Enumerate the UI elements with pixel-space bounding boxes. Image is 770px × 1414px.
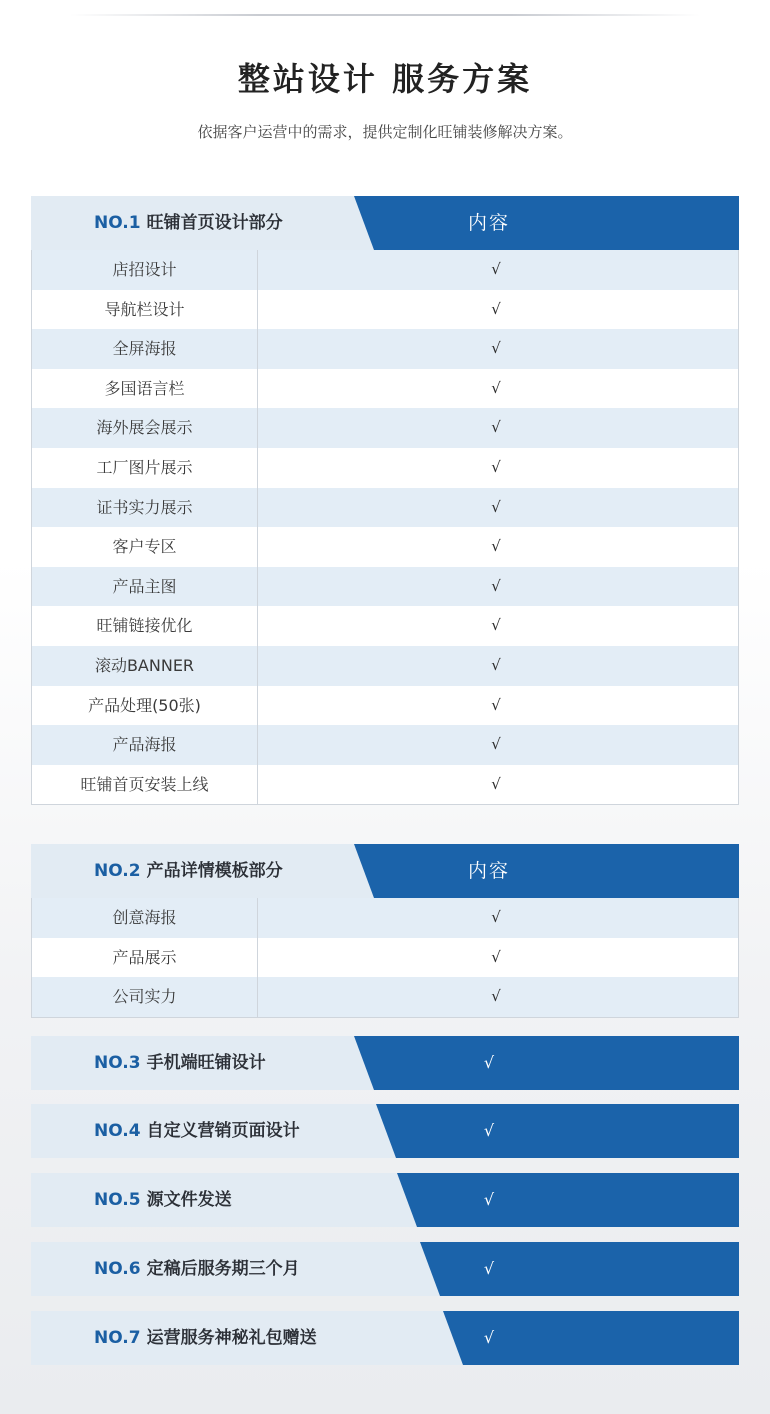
row-item-label: 产品处理(50张) <box>32 686 258 726</box>
row-item-label: 工厂图片展示 <box>32 448 258 488</box>
section-2-name: 产品详情模板部分 <box>146 861 283 881</box>
row-checkmark: √ <box>491 908 501 926</box>
section-3-title <box>94 1036 266 1090</box>
section-1-name: 旺铺首页设计部分 <box>146 213 283 233</box>
section-6-bar <box>31 1242 739 1296</box>
section-5-bar <box>31 1173 739 1227</box>
row-item-label: 产品海报 <box>32 725 258 765</box>
row-checkmark: √ <box>491 457 501 476</box>
row-checkmark: √ <box>491 260 501 278</box>
row-checkmark: √ <box>491 655 501 674</box>
row-item-label: 公司实力 <box>32 977 258 1017</box>
section-1-table <box>31 196 739 805</box>
table-row <box>32 977 738 1017</box>
section-1-title <box>94 196 283 250</box>
table-row <box>32 290 738 330</box>
row-item-label: 旺铺首页安装上线 <box>32 765 258 805</box>
table-row <box>32 408 738 448</box>
row-item-label: 证书实力展示 <box>32 488 258 528</box>
section-2-header <box>31 844 739 898</box>
row-checkmark: √ <box>491 695 501 714</box>
row-item-label: 导航栏设计 <box>32 290 258 330</box>
table-row <box>32 250 738 290</box>
table-row <box>32 765 738 805</box>
section-5-checkmark: √ <box>483 1190 495 1209</box>
section-3-bar <box>31 1036 739 1090</box>
table-row <box>32 898 738 938</box>
section-2-table <box>31 844 739 1018</box>
table-row <box>32 686 738 726</box>
table-row <box>32 646 738 686</box>
section-3-name: 手机端旺铺设计 <box>146 1053 266 1073</box>
section-7-name: 运营服务神秘礼包赠送 <box>146 1328 317 1348</box>
section-5-name: 源文件发送 <box>146 1190 232 1210</box>
section-2-rows <box>31 898 739 1018</box>
row-checkmark: √ <box>491 987 501 1006</box>
row-item-label: 滚动BANNER <box>32 646 258 686</box>
table-row <box>32 527 738 567</box>
table-row <box>32 329 738 369</box>
section-1-number: NO.1 <box>94 213 141 233</box>
section-2-content-header: 内容 <box>467 860 510 882</box>
section-4-number: NO.4 <box>94 1121 141 1141</box>
table-row <box>32 369 738 409</box>
section-2-title <box>94 844 283 898</box>
page-title: 整站设计 服务方案 <box>237 60 533 98</box>
section-5-number: NO.5 <box>94 1190 141 1210</box>
section-7-bar <box>31 1311 739 1365</box>
row-checkmark: √ <box>491 418 501 437</box>
row-checkmark: √ <box>491 497 501 516</box>
table-row <box>32 567 738 607</box>
section-4-bar <box>31 1104 739 1158</box>
section-6-number: NO.6 <box>94 1259 141 1279</box>
section-1-content-header: 内容 <box>467 212 510 234</box>
page-subtitle: 依据客户运营中的需求，提供定制化旺铺装修解决方案。 <box>197 123 573 141</box>
row-item-label: 店招设计 <box>32 250 258 290</box>
table-row <box>32 606 738 646</box>
row-item-label: 全屏海报 <box>32 329 258 369</box>
section-2-number: NO.2 <box>94 861 141 881</box>
table-row <box>32 725 738 765</box>
section-4-title <box>94 1104 300 1158</box>
section-1-header <box>31 196 739 250</box>
section-6-name: 定稿后服务期三个月 <box>146 1259 300 1279</box>
table-row <box>32 938 738 978</box>
section-6-title <box>94 1242 300 1296</box>
row-checkmark: √ <box>491 616 501 635</box>
row-checkmark: √ <box>491 339 501 358</box>
row-item-label: 海外展会展示 <box>32 408 258 448</box>
row-checkmark: √ <box>491 378 501 397</box>
row-item-label: 客户专区 <box>32 527 258 567</box>
section-4-checkmark: √ <box>483 1121 495 1140</box>
row-item-label: 产品展示 <box>32 938 258 978</box>
row-item-label: 产品主图 <box>32 567 258 607</box>
section-6-checkmark: √ <box>483 1259 495 1278</box>
row-checkmark: √ <box>491 537 501 556</box>
row-checkmark: √ <box>491 735 501 754</box>
row-item-label: 创意海报 <box>32 898 258 938</box>
row-checkmark: √ <box>491 576 501 595</box>
section-7-number: NO.7 <box>94 1328 141 1348</box>
section-7-checkmark: √ <box>483 1328 495 1347</box>
section-4-name: 自定义营销页面设计 <box>146 1121 300 1141</box>
table-row <box>32 448 738 488</box>
section-1-rows <box>31 250 739 805</box>
section-3-checkmark: √ <box>483 1053 495 1072</box>
top-divider <box>70 14 700 16</box>
section-3-number: NO.3 <box>94 1053 141 1073</box>
table-row <box>32 488 738 528</box>
row-checkmark: √ <box>491 299 501 318</box>
row-item-label: 多国语言栏 <box>32 369 258 409</box>
row-item-label: 旺铺链接优化 <box>32 606 258 646</box>
row-checkmark: √ <box>491 774 501 793</box>
section-7-title <box>94 1311 317 1365</box>
section-5-title <box>94 1173 232 1227</box>
row-checkmark: √ <box>491 947 501 966</box>
